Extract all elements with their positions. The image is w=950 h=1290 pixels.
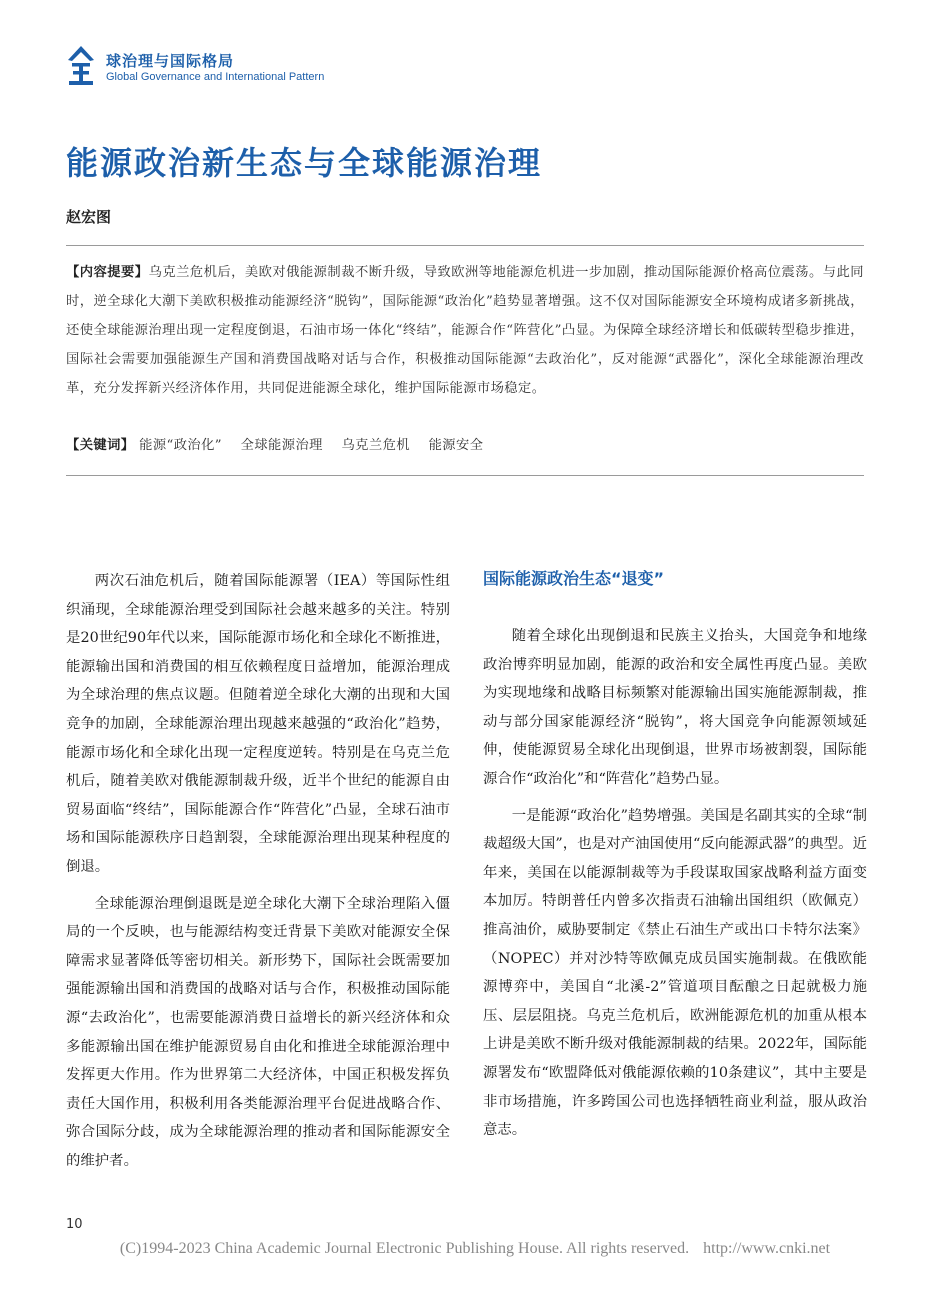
keywords-block <box>66 432 864 460</box>
copyright-line <box>0 1240 950 1258</box>
body-paragraph: 一是能源“政治化”趋势增强。美国是名副其实的全球“制裁超级大国”，也是对产油国使用“反向能源武器”的典型。近年来，美国在以能源制裁等为手段谋取国家战略利益方面变本加厉。特朗普任内曾多次指责石油输出国组织（欧佩克）推高油价，威胁要制定《禁止石油生产或出口卡特尔法案》（NOPEC）并对沙特等欧佩克成员国实施制裁。在俄欧能源博弈中，美国自“北溪-2”管道项目酝酿之日起就极力施压、层层阻挠。乌克兰危机后，欧洲能源危机的加重从根本上讲是美欧不断升级对俄能源制裁的结果。2022年，国际能源署发布“欧盟降低对俄能源依赖的10条建议”，其中主要是非市场措施，许多跨国公司也选择牺牲商业利益，服从政治意志。 <box>483 807 867 1139</box>
page-number: 10 <box>66 1217 83 1232</box>
right-column <box>483 622 867 1153</box>
abstract-bottom-divider <box>66 475 864 476</box>
journal-logo-icon <box>66 44 96 88</box>
abstract-block <box>66 258 864 403</box>
abstract-top-divider <box>66 245 864 246</box>
copyright-text: (C)1994-2023 China Academic Journal Electronic Publishing House. All rights reserved. <box>119 1240 690 1257</box>
keyword-item: 能源安全 <box>428 438 484 453</box>
abstract-label: 【内容提要】 <box>66 265 149 280</box>
article-author: 赵宏图 <box>66 208 112 226</box>
body-paragraph: 全球能源治理倒退既是逆全球化大潮下全球治理陷入僵局的一个反映，也与能源结构变迁背景下美欧对能源安全保障需求显著降低等密切相关。新形势下，国际社会既需要加强能源输出国和消费国的战略对话与合作，积极推动国际能源“去政治化”，也需要能源消费日益增长的新兴经济体和众多能源输出国在维护能源贸易自由化和推进全球能源治理中发挥更大作用。作为世界第二大经济体，中国正积极发挥负责任大国作用，积极利用各类能源治理平台促进战略合作、弥合国际分歧，成为全球能源治理的推动者和国际能源安全的维护者。 <box>66 895 450 1169</box>
keyword-item: 能源“政治化” <box>139 438 223 453</box>
keyword-item: 乌克兰危机 <box>341 438 410 453</box>
section-heading: 国际能源政治生态“退变” <box>483 569 665 588</box>
journal-name-cn: 球治理与国际格局 <box>106 52 235 70</box>
left-column <box>66 567 450 1183</box>
body-paragraph: 随着全球化出现倒退和民族主义抬头，大国竞争和地缘政治博弈明显加剧，能源的政治和安全属性再度凸显。美欧为实现地缘和战略目标频繁对能源输出国实施能源制裁，推动与部分国家能源经济“脱钩”，将大国竞争向能源领域延伸，使能源贸易全球化出现倒退，世界市场被割裂，国际能源合作“政治化”和“阵营化”趋势凸显。 <box>483 628 867 787</box>
keywords-label: 【关键词】 <box>66 438 135 453</box>
keyword-item: 全球能源治理 <box>240 438 323 453</box>
abstract-text: 乌克兰危机后，美欧对俄能源制裁不断升级，导致欧洲等地能源危机进一步加剧，推动国际能源价格高位震荡。与此同时，逆全球化大潮下美欧积极推动能源经济“脱钩”，国际能源“政治化”趋势显著增强。这不仅对国际能源安全环境构成诸多新挑战，还使全球能源治理出现一定程度倒退，石油市场一体化“终结”，能源合作“阵营化”凸显。为保障全球经济增长和低碳转型稳步推进，国际社会需要加强能源生产国和消费国战略对话与合作，积极推动国际能源“去政治化”，反对能源“武器化”，深化全球能源治理改革，充分发挥新兴经济体作用，共同促进能源全球化，维护国际能源市场稳定。 <box>66 265 864 396</box>
cnki-link[interactable]: http://www.cnki.net <box>703 1240 831 1257</box>
body-paragraph: 两次石油危机后，随着国际能源署（IEA）等国际性组织涌现，全球能源治理受到国际社会越来越多的关注。特别是20世纪90年代以来，国际能源市场化和全球化不断推进，能源输出国和消费国的相互依赖程度日益增加，能源治理成为全球治理的焦点议题。但随着逆全球化大潮的出现和大国竞争的加剧，全球能源治理出现越来越强的“政治化”趋势，能源市场化和全球化出现一定程度逆转。特别是在乌克兰危机后，随着美欧对俄能源制裁升级，近半个世纪的能源自由贸易面临“终结”，国际能源合作“阵营化”凸显，全球石油市场和国际能源秩序日趋割裂，全球能源治理出现某种程度的倒退。 <box>66 573 450 875</box>
article-title: 能源政治新生态与全球能源治理 <box>66 144 543 182</box>
journal-name-en: Global Governance and International Pattern <box>106 71 325 83</box>
